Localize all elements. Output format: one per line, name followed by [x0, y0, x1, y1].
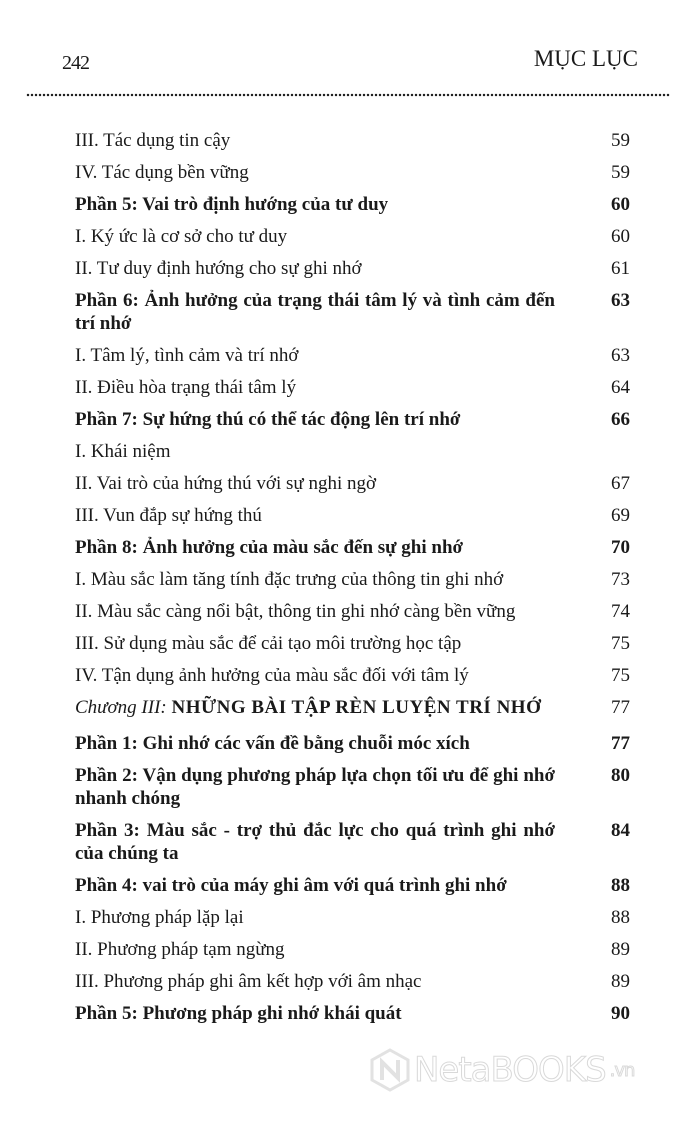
toc-entry-page: 74 [611, 600, 630, 622]
toc-entry-page: 59 [611, 129, 630, 151]
page-number: 242 [62, 52, 89, 74]
toc-entry [75, 966, 630, 998]
toc-entry-page: 89 [611, 971, 630, 992]
watermark-suffix: .vn [609, 1059, 635, 1081]
toc-entry-page: 84 [611, 820, 630, 841]
toc-entry-page: 75 [611, 664, 630, 686]
toc-entry-title: Phần 7: Sự hứng thú có thể tác động lên trí nhớ [75, 408, 461, 430]
toc-entry [75, 220, 630, 252]
toc-entry [75, 595, 630, 627]
toc-entry-page: 59 [611, 161, 630, 183]
toc-entry [75, 252, 630, 284]
toc-entry-page: 70 [611, 536, 630, 558]
toc-entry-title: I. Ký ức là cơ sở cho tư duy [75, 225, 288, 247]
toc-entry-page: 64 [611, 376, 630, 398]
toc-entry [75, 728, 630, 760]
toc-entry-title: Phần 8: Ảnh hưởng của màu sắc đến sự ghi nhớ [75, 536, 464, 558]
toc-entry [75, 156, 630, 188]
toc-entry-title: Phần 4: vai trò của máy ghi âm với quá trình ghi nhớ [75, 875, 507, 896]
toc-entry-page: 63 [611, 289, 630, 311]
toc-entry [75, 531, 630, 563]
toc-entry-title: Phần 5: Vai trò định hướng của tư duy [75, 193, 389, 215]
toc-entry-title: I. Phương pháp lặp lại [75, 907, 244, 928]
toc-entry-title: Phần 3: Màu sắc - trợ thủ đắc lực cho quá trình ghi nhớ của chúng ta [75, 820, 555, 864]
toc-entry [75, 403, 630, 435]
toc-entry [75, 467, 630, 499]
toc-entry-title: II. Điều hòa trạng thái tâm lý [75, 376, 297, 398]
toc-entry-title: III. Vun đắp sự hứng thú [75, 504, 262, 526]
toc-entry-title [75, 696, 555, 719]
toc-entry-page: 73 [611, 568, 630, 590]
toc-entry-page: 89 [611, 939, 630, 960]
toc-entry [75, 934, 630, 966]
toc-entry [75, 902, 630, 934]
toc-entry-page: 77 [611, 733, 630, 754]
toc-entry-title: Phần 6: Ảnh hưởng của trạng thái tâm lý và tình cảm đến trí nhớ [75, 289, 555, 334]
toc-entry [75, 188, 630, 220]
toc-entry-page: 77 [611, 696, 630, 718]
chapter-title: NHỮNG BÀI TẬP RÈN LUYỆN TRÍ NHỚ [171, 696, 542, 718]
dotted-divider [26, 92, 670, 98]
toc-entry [75, 124, 630, 156]
toc-entry [75, 499, 630, 531]
toc-entry-title: III. Tác dụng tin cậy [75, 129, 231, 151]
toc-entry [75, 691, 630, 728]
toc-entry-page: 75 [611, 632, 630, 654]
toc-entry-title: IV. Tác dụng bền vững [75, 161, 249, 183]
toc-entry-title: IV. Tận dụng ảnh hưởng của màu sắc đối với tâm lý [75, 664, 469, 686]
toc-entry [75, 870, 630, 902]
toc-entry-page: 67 [611, 472, 630, 494]
toc-entry-title: Phần 1: Ghi nhớ các vấn đề bằng chuỗi móc xích [75, 733, 470, 754]
toc-entry-title: I. Tâm lý, tình cảm và trí nhớ [75, 344, 299, 366]
toc-entry-title: II. Tư duy định hướng cho sự ghi nhớ [75, 257, 362, 279]
watermark [370, 1048, 634, 1092]
toc-entry-title: III. Sử dụng màu sắc để cải tạo môi trường học tập [75, 632, 462, 654]
toc-entry [75, 627, 630, 659]
table-of-contents [75, 124, 630, 1030]
toc-entry [75, 760, 630, 815]
toc-entry-page: 61 [611, 257, 630, 279]
toc-entry-title: Phần 2: Vận dụng phương pháp lựa chọn tối ưu để ghi nhớ nhanh chóng [75, 765, 555, 809]
toc-entry-title: II. Phương pháp tạm ngừng [75, 939, 285, 960]
toc-entry-title: II. Màu sắc càng nổi bật, thông tin ghi nhớ càng bền vững [75, 600, 516, 622]
toc-entry-title: I. Khái niệm [75, 440, 171, 462]
toc-entry-title: III. Phương pháp ghi âm kết hợp với âm nhạc [75, 971, 422, 992]
toc-entry-page: 69 [611, 504, 630, 526]
toc-entry [75, 998, 630, 1030]
toc-entry-page: 63 [611, 344, 630, 366]
toc-entry-page: 90 [611, 1003, 630, 1024]
running-title: MỤC LỤC [533, 46, 638, 71]
netabooks-logo-icon [370, 1048, 410, 1092]
toc-entry [75, 339, 630, 371]
toc-entry [75, 563, 630, 595]
toc-entry [75, 284, 630, 339]
toc-entry [75, 371, 630, 403]
chapter-label: Chương III: [75, 696, 167, 718]
toc-entry-page: 60 [611, 225, 630, 247]
toc-entry [75, 815, 630, 870]
toc-entry-page: 66 [611, 408, 630, 430]
toc-entry [75, 435, 630, 467]
toc-entry-page: 88 [611, 875, 630, 896]
toc-entry-page: 60 [611, 193, 630, 215]
toc-entry [75, 659, 630, 691]
toc-entry-title: II. Vai trò của hứng thú với sự nghi ngờ [75, 472, 377, 494]
toc-entry-title: I. Màu sắc làm tăng tính đặc trưng của thông tin ghi nhớ [75, 568, 504, 590]
toc-entry-page: 80 [611, 765, 630, 786]
toc-entry-page: 88 [611, 907, 630, 928]
watermark-brand: NetaBOOKS [414, 1050, 606, 1090]
toc-entry-title: Phần 5: Phương pháp ghi nhớ khái quát [75, 1003, 402, 1024]
